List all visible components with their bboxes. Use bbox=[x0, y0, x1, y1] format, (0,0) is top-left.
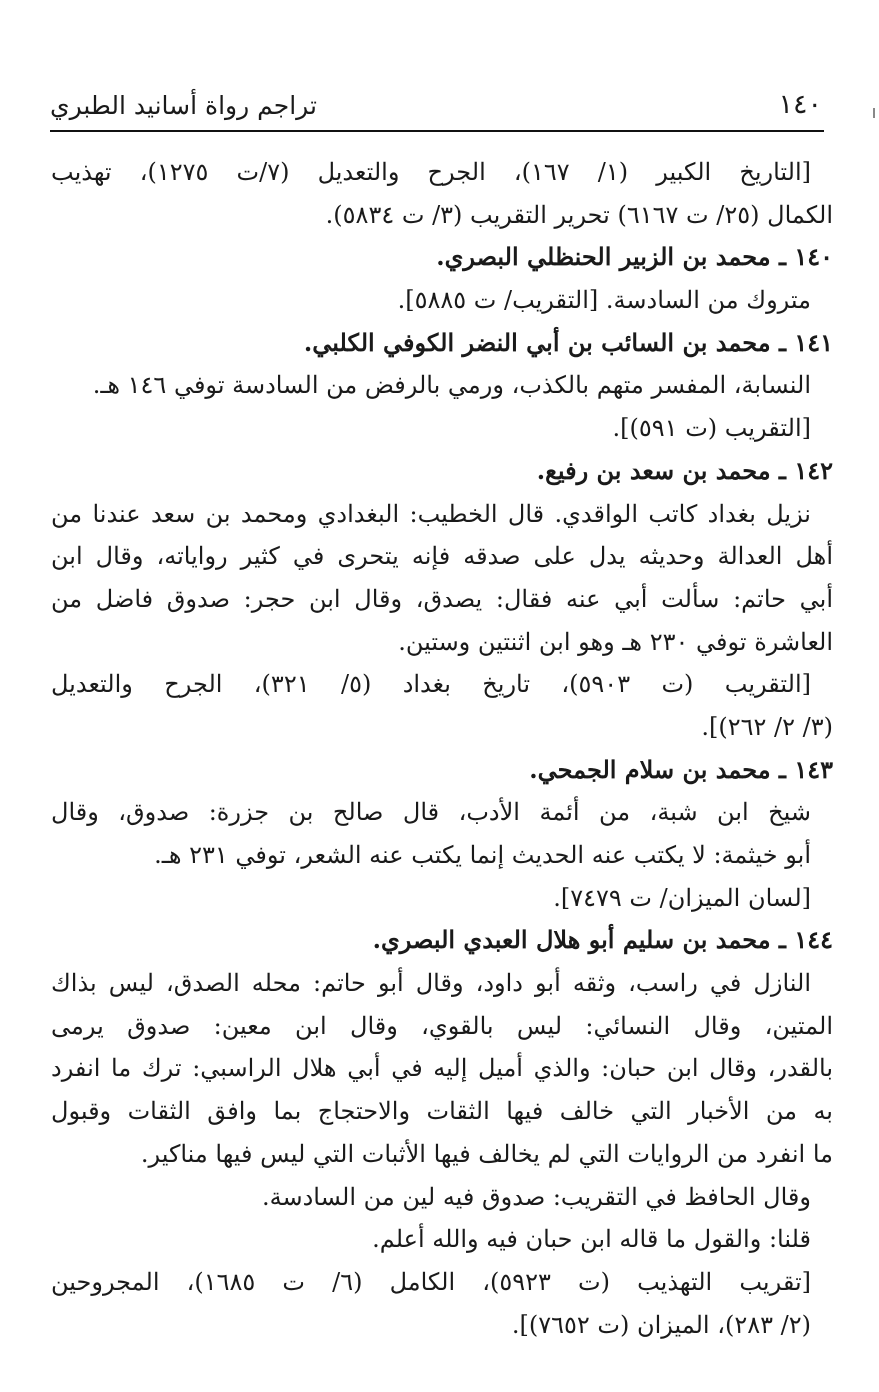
text-line: [تقريب التهذيب (ت ٥٩٢٣)، الكامل (٦/ ت ١٦٨٥)، المجروحين bbox=[51, 1267, 811, 1296]
entry-heading: ١٤١ ـ محمد بن السائب بن أبي النضر الكوفي الكلبي. bbox=[303, 327, 833, 357]
text-line: بالقدر، وقال ابن حبان: والذي أميل إليه في أبي هلال الراسبي: ترك ما انفرد bbox=[51, 1054, 833, 1083]
header-rule bbox=[50, 130, 824, 132]
page-header bbox=[50, 86, 822, 126]
text-line: العاشرة توفي ٢٣٠ هـ وهو ابن اثنتين وستين. bbox=[398, 627, 833, 656]
text-line: به من الأخبار التي خالف فيها الثقات والاحتجاج بما وافق الثقات وقبول bbox=[51, 1097, 833, 1126]
text-line: أبو خيثمة: لا يكتب عنه الحديث إنما يكتب عنه الشعر، توفي ٢٣١ هـ. bbox=[154, 841, 811, 869]
text-line: الكمال (٢٥/ ت ٦١٦٧) تحرير التقريب (٣/ ت ٥٨٣٤). bbox=[325, 200, 833, 229]
text-line: وقال الحافظ في التقريب: صدوق فيه لين من السادسة. bbox=[261, 1182, 811, 1211]
text-line: نزيل بغداد كاتب الواقدي. قال الخطيب: البغدادي ومحمد بن سعد عندنا من bbox=[51, 499, 811, 528]
text-line: قلنا: والقول ما قاله ابن حبان فيه والله أعلم. bbox=[372, 1225, 811, 1254]
text-line: [التاريخ الكبير (١/ ١٦٧)، الجرح والتعديل (٧/ت ١٢٧٥)، تهذيب bbox=[51, 158, 812, 186]
entry-heading: ١٤٠ ـ محمد بن الزبير الحنظلي البصري. bbox=[436, 242, 833, 272]
page-body bbox=[51, 151, 833, 1346]
text-line: (٢/ ٢٨٣)، الميزان (ت ٧٦٥٢)]. bbox=[511, 1310, 811, 1339]
text-line: ما انفرد من الروايات التي لم يخالف فيها الأثبات التي ليس فيها مناكير. bbox=[140, 1139, 833, 1168]
entry-heading: ١٤٢ ـ محمد بن سعد بن رفيع. bbox=[536, 455, 833, 485]
text-line: (٣/ ٢/ ٢٦٢)]. bbox=[701, 712, 833, 741]
text-line: [لسان الميزان/ ت ٧٤٧٩]. bbox=[553, 883, 811, 912]
text-line: أبي حاتم: سألت أبي عنه فقال: يصدق، وقال ابن حجر: صدوق فاضل من bbox=[51, 584, 833, 613]
running-title: تراجم رواة أسانيد الطبري bbox=[50, 91, 317, 120]
page-edge-mark bbox=[873, 108, 875, 118]
text-line: [التقريب (ت ٥٩٠٣)، تاريخ بغداد (٥/ ٣٢١)، الجرح والتعديل bbox=[51, 670, 811, 699]
text-line: [التقريب (ت ٥٩١)]. bbox=[612, 414, 811, 443]
text-line: المتين، وقال النسائي: ليس بالقوي، وقال ابن معين: صدوق يرمى bbox=[51, 1011, 833, 1040]
page-number: ١٤٠ bbox=[778, 89, 822, 120]
text-line: النازل في راسب، وثقه أبو داود، وقال أبو حاتم: محله الصدق، ليس بذاك bbox=[51, 969, 811, 998]
entry-heading: ١٤٤ ـ محمد بن سليم أبو هلال العبدي البصري. bbox=[372, 925, 833, 955]
text-line: النسابة، المفسر متهم بالكذب، ورمي بالرفض من السادسة توفي ١٤٦ هـ. bbox=[92, 371, 811, 400]
text-line: شيخ ابن شبة، من أئمة الأدب، قال صالح بن جزرة: صدوق، وقال bbox=[51, 798, 811, 827]
text-line: متروك من السادسة. [التقريب/ ت ٥٨٨٥]. bbox=[397, 286, 811, 315]
entry-heading: ١٤٣ ـ محمد بن سلام الجمحي. bbox=[529, 754, 833, 784]
text-line: أهل العدالة وحديثه يدل على صدقه فإنه يتحرى في كثير رواياته، وقال ابن bbox=[51, 542, 833, 571]
